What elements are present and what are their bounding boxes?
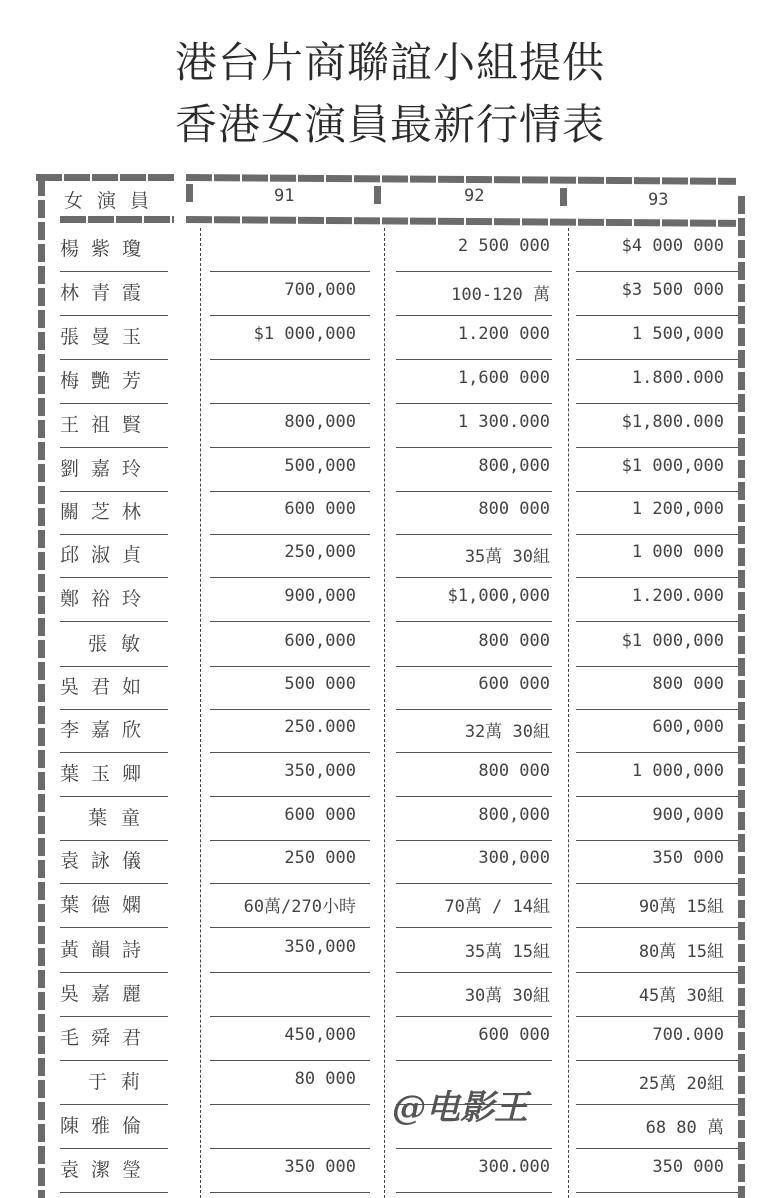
fee-1991: 250.000 bbox=[284, 717, 356, 737]
fee-1991: 600,000 bbox=[284, 631, 356, 651]
fee-1993: 800 000 bbox=[652, 674, 724, 694]
fee-1993: 1.800.000 bbox=[631, 368, 724, 388]
price-table bbox=[36, 168, 748, 1198]
table-row bbox=[36, 666, 748, 710]
table-row bbox=[36, 753, 748, 797]
header-year-93: 93 bbox=[648, 190, 669, 210]
fee-1992: 300,000 bbox=[478, 848, 550, 868]
row-underline bbox=[210, 927, 370, 928]
fee-1992: 800 000 bbox=[478, 761, 550, 781]
actress-name: 陳雅倫 bbox=[60, 1115, 154, 1137]
fee-1992: 1.200 000 bbox=[457, 324, 550, 344]
fee-1993: 1 000,000 bbox=[631, 761, 724, 781]
fee-1991: 350,000 bbox=[284, 937, 356, 957]
fee-1991: 600 000 bbox=[284, 805, 356, 825]
table-row bbox=[36, 1149, 748, 1193]
fee-1991: 900,000 bbox=[284, 586, 356, 606]
header-top-border bbox=[36, 174, 174, 181]
table-row bbox=[36, 973, 748, 1017]
fee-1991: 800,000 bbox=[284, 412, 356, 432]
fee-1992: 100-120 萬 bbox=[451, 285, 550, 305]
fee-1993: $1 000,000 bbox=[621, 456, 724, 476]
fee-1993: $3 500 000 bbox=[621, 280, 724, 300]
actress-name: 楊紫瓊 bbox=[60, 238, 154, 260]
row-underline bbox=[60, 927, 168, 928]
table-row bbox=[36, 272, 748, 316]
fee-1993: 600,000 bbox=[652, 717, 724, 737]
fee-1993: 80萬 15組 bbox=[638, 942, 724, 962]
fee-1993: 1 000 000 bbox=[631, 542, 724, 562]
table-row bbox=[36, 448, 748, 492]
actress-name: 吳嘉麗 bbox=[60, 983, 154, 1005]
fee-1992: 600 000 bbox=[478, 674, 550, 694]
actress-name: 黃韻詩 bbox=[60, 939, 154, 961]
header-year-91: 91 bbox=[274, 186, 295, 206]
actress-name: 王祖賢 bbox=[60, 414, 154, 436]
actress-name: 梅艷芳 bbox=[60, 370, 154, 392]
row-underline bbox=[396, 1192, 552, 1193]
header-bottom-border bbox=[186, 216, 736, 227]
actress-name: 李嘉欣 bbox=[60, 719, 154, 741]
row-underline bbox=[576, 621, 738, 622]
actress-name: 于莉 bbox=[87, 1071, 154, 1093]
fee-1992: 2 500 000 bbox=[457, 236, 550, 256]
row-underline bbox=[576, 927, 738, 928]
fee-1992: 35萬 30組 bbox=[464, 547, 550, 567]
fee-1992: 600 000 bbox=[478, 1025, 550, 1045]
table-row bbox=[36, 929, 748, 973]
actress-name: 關芝林 bbox=[60, 501, 154, 523]
header-top-border bbox=[186, 174, 736, 185]
header-divider bbox=[374, 186, 381, 208]
fee-1992: 30萬 30組 bbox=[464, 986, 550, 1006]
table-row bbox=[36, 404, 748, 448]
header-year-92: 92 bbox=[464, 186, 485, 206]
fee-1993: 350 000 bbox=[652, 848, 724, 868]
document-title-line1: 港台片商聯誼小組提供 bbox=[174, 38, 605, 87]
fee-1991: $1 000,000 bbox=[253, 324, 356, 344]
watermark: @电影王 bbox=[392, 1088, 528, 1128]
actress-name: 張敏 bbox=[87, 633, 154, 655]
fee-1992: $1,000,000 bbox=[447, 586, 550, 606]
actress-name: 葉德嫻 bbox=[60, 894, 154, 916]
row-underline bbox=[60, 621, 168, 622]
fee-1993: 350 000 bbox=[652, 1157, 724, 1177]
table-row bbox=[36, 360, 748, 404]
fee-1991: 350,000 bbox=[284, 761, 356, 781]
table-row bbox=[36, 491, 748, 535]
fee-1992: 70萬 / 14組 bbox=[444, 897, 550, 917]
fee-1991: 350 000 bbox=[284, 1157, 356, 1177]
table-row bbox=[36, 623, 748, 667]
table-row bbox=[36, 578, 748, 622]
row-underline bbox=[396, 621, 552, 622]
fee-1993: 90萬 15組 bbox=[638, 897, 724, 917]
actress-name: 袁潔瑩 bbox=[60, 1159, 154, 1181]
document-title-line2: 香港女演員最新行情表 bbox=[174, 100, 605, 149]
fee-1993: $1 000,000 bbox=[621, 631, 724, 651]
actress-name: 袁詠儀 bbox=[60, 850, 154, 872]
table-row bbox=[36, 884, 748, 928]
fee-1991: 250 000 bbox=[284, 848, 356, 868]
fee-1991: 60萬/270小時 bbox=[243, 897, 356, 917]
fee-1992: 300.000 bbox=[478, 1157, 550, 1177]
fee-1993: 45萬 30組 bbox=[638, 986, 724, 1006]
fee-1991: 700,000 bbox=[284, 280, 356, 300]
fee-1993: $1,800.000 bbox=[621, 412, 724, 432]
table-row bbox=[36, 797, 748, 841]
table-row bbox=[36, 840, 748, 884]
row-underline bbox=[396, 927, 552, 928]
actress-name: 吳君如 bbox=[60, 676, 154, 698]
table-row bbox=[36, 709, 748, 753]
header-divider bbox=[186, 184, 193, 206]
actress-name: 張曼玉 bbox=[60, 326, 154, 348]
actress-name: 葉玉卿 bbox=[60, 763, 154, 785]
header-actress: 女演員 bbox=[64, 190, 164, 212]
actress-name: 邱淑貞 bbox=[60, 544, 154, 566]
table-row bbox=[36, 534, 748, 578]
table-row bbox=[36, 1017, 748, 1061]
actress-name: 林青霞 bbox=[60, 282, 154, 304]
fee-1993: 1 200,000 bbox=[631, 499, 724, 519]
header-bottom-border bbox=[60, 216, 174, 223]
table-row bbox=[36, 228, 748, 272]
fee-1991: 450,000 bbox=[284, 1025, 356, 1045]
header-divider bbox=[560, 188, 567, 210]
fee-1992: 32萬 30組 bbox=[464, 722, 550, 742]
fee-1992: 800,000 bbox=[478, 805, 550, 825]
fee-1992: 800 000 bbox=[478, 631, 550, 651]
fee-1992: 800 000 bbox=[478, 499, 550, 519]
fee-1991: 500,000 bbox=[284, 456, 356, 476]
fee-1993: 68 80 萬 bbox=[645, 1118, 724, 1138]
fee-1992: 1,600 000 bbox=[457, 368, 550, 388]
fee-1991: 80 000 bbox=[294, 1069, 356, 1089]
row-underline bbox=[576, 1192, 738, 1193]
fee-1992: 800,000 bbox=[478, 456, 550, 476]
actress-name: 葉童 bbox=[87, 807, 154, 829]
row-underline bbox=[60, 1192, 168, 1193]
row-underline bbox=[210, 621, 370, 622]
fee-1993: 900,000 bbox=[652, 805, 724, 825]
fee-1993: 1 500,000 bbox=[631, 324, 724, 344]
fee-1993: 700.000 bbox=[652, 1025, 724, 1045]
actress-name: 鄭裕玲 bbox=[60, 588, 154, 610]
fee-1993: $4 000 000 bbox=[621, 236, 724, 256]
fee-1991: 600 000 bbox=[284, 499, 356, 519]
actress-name: 劉嘉玲 bbox=[60, 458, 154, 480]
fee-1993: 25萬 20組 bbox=[638, 1074, 724, 1094]
actress-name: 毛舜君 bbox=[60, 1027, 154, 1049]
fee-1993: 1.200.000 bbox=[631, 586, 724, 606]
table-row bbox=[36, 316, 748, 360]
fee-1992: 1 300.000 bbox=[457, 412, 550, 432]
fee-1992: 35萬 15組 bbox=[464, 942, 550, 962]
fee-1991: 500 000 bbox=[284, 674, 356, 694]
row-underline bbox=[210, 1192, 370, 1193]
fee-1991: 250,000 bbox=[284, 542, 356, 562]
